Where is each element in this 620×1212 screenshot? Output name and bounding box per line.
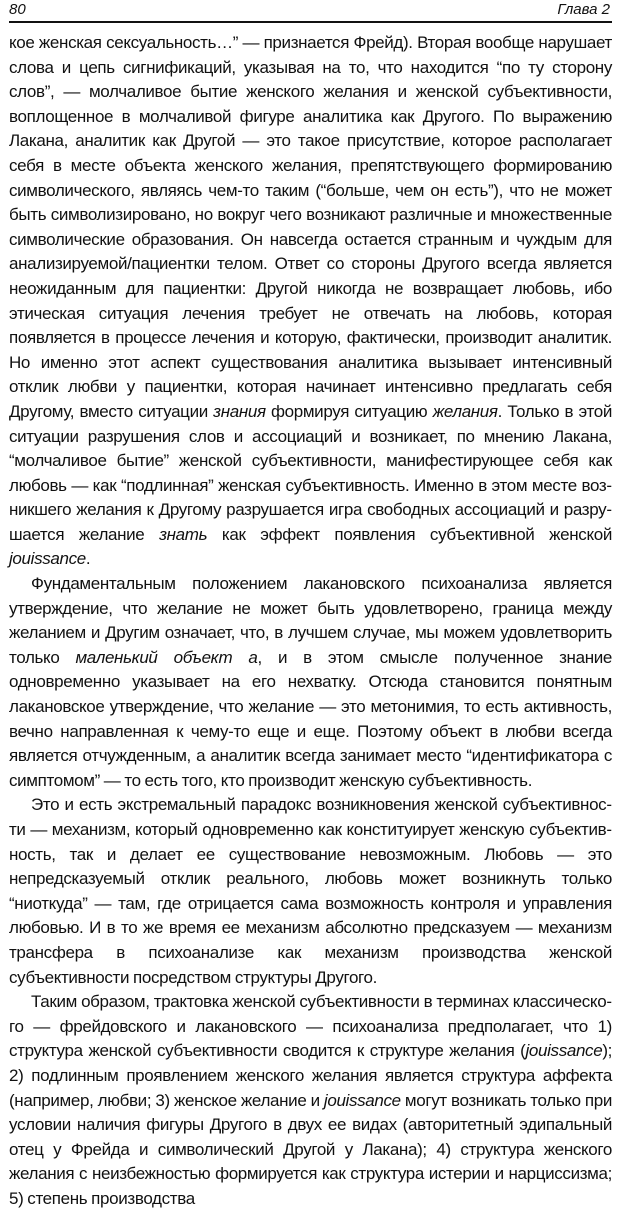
paragraph-4 bbox=[9, 990, 612, 1211]
text-run: как эффект появления субъективной женской bbox=[207, 524, 612, 544]
page-header bbox=[9, 0, 612, 21]
text-run: Фундаментальным положением лакановского психоанализа является утверждение, что желание не может быть удовлетворено, граница между желанием и Другим означает, что, в лучшем случае, мы можем удовлетворить только bbox=[9, 574, 612, 667]
text-run: . bbox=[85, 549, 91, 569]
text-run: кое женская сексуальность…” — признается Фрейд). Вторая вообще нарушает слова и цепь сигнификаций, указывая на то, что находится “по ту сторону слов”, — молчаливое бытие женского желания и женской субъективности, воплощенное в молчаливой фигуре аналитика как Другого. По выражению Лакана, аналитик как Другой — это такое присутствие, которое располагает себя в месте объекта женского желания, препятствующего формированию символического, являясь чем-то таким (“больше, чем он есть”), что не может быть символизировано, но вокруг чего возникают различные и множественные символические образования. Он навсегда остается странным и чуждым для анализируемой/пациентки телом. Ответ со стороны Другого всегда является неожиданным для пациентки: Другой никогда не возвращает любовь, ибо этическая ситуация лечения требует не отвечать на любовь, которая появляется в процессе лечения и которую, фактически, производит аналитик. Но именно этот аспект существования аналитика вызывает интенсивный отклик любви у пациентки, которая начинает интенсивно предлагать себя Другому, вместо ситуации bbox=[9, 33, 612, 421]
italic-term: jouissance bbox=[323, 1090, 401, 1110]
italic-term: jouissance bbox=[525, 1041, 603, 1061]
italic-term: знания bbox=[213, 401, 266, 421]
text-run: ); 2) подлинным проявлением женского желания является структура аффекта (например, любви; 3) женское желание и bbox=[9, 1041, 612, 1110]
paragraph-3 bbox=[9, 793, 612, 990]
text-run: могут возникать только при условии наличия фигуры Другого в двух ее видах (авторитетный эдипальный отец у Фрейда и символический Другой у Лакана); 4) структура женского желания с неизбежностью формируется как структура истерии и нарциссизма; 5) степень производства bbox=[9, 1090, 612, 1208]
italic-term: jouissance bbox=[9, 549, 86, 569]
italic-term: знать bbox=[159, 524, 208, 544]
header-rule bbox=[9, 21, 612, 23]
paragraph-2 bbox=[9, 572, 612, 793]
page-number: 80 bbox=[9, 1, 26, 18]
page-body-text bbox=[9, 31, 612, 1212]
text-run: . Только в этой ситуации разрушения слов и ассоциаций и возникает, по мнению Лакана, “молчаливое бытие” женской субъективности, манифестирующее себя как любовь — как “подлинная” женская субъективность. Именно в этом месте возникшего желания к Другому разрушается игра свободных ассоциаций и разрушается желание bbox=[9, 401, 612, 544]
text-run: Это и есть экстремальный парадокс возникновения женской субъективности — механизм, который одновременно как конституирует женскую субъективность, так и делает ее существование невозможным. Любовь — это непредсказуемый отклик реального, любовь может возникнуть только “ниоткуда” — там, где отрицается сама возможность контроля и управления любовью. И в то же время ее механизм абсолютно предсказуем — механизм трансфера в психоанализе как механизм производства женской субъективности посредством структуры Другого. bbox=[9, 795, 612, 987]
italic-term: маленький объект а bbox=[75, 647, 258, 667]
paragraph-1 bbox=[9, 31, 612, 572]
text-run: Таким образом, трактовка женской субъективности в терминах классического — фрейдовского и лакановского — психоанализа предполагает, что 1) структура женской субъективности сводится к структуре желания ( bbox=[9, 992, 612, 1061]
running-title: Глава 2 bbox=[557, 1, 610, 18]
text-run: , и в этом смысле полученное знание одновременно указывает на его нехватку. Отсюда становится понятным лакановское утверждение, что желание — это метонимия, то есть активность, вечно направленная к чему-то еще и еще. Поэтому объект в любви всегда является отчужденным, а аналитик всегда занимает место “идентификатора с симптомом” — то есть того, кто производит женскую субъективность. bbox=[9, 647, 612, 790]
italic-term: желания bbox=[432, 401, 498, 421]
text-run: формируя ситуацию bbox=[265, 401, 433, 421]
